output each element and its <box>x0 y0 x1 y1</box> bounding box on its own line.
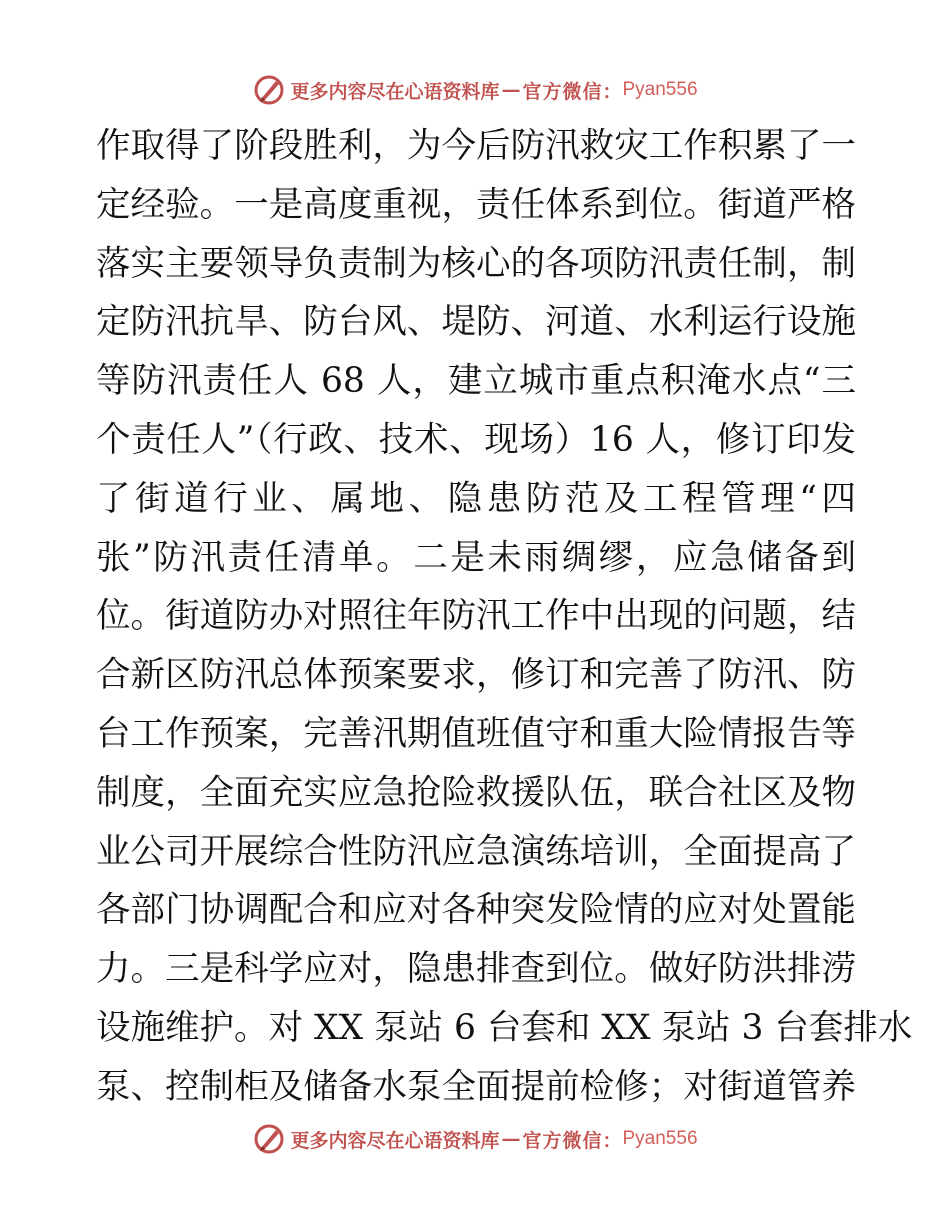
banner-wechat-label: 官方微信： <box>522 1129 623 1152</box>
text-line: 各部门协调配合和应对各种突发险情的应对处置能 <box>96 890 856 931</box>
text-line: 张”防汛责任清单。二是未雨绸缪，应急储备到 <box>96 537 856 578</box>
banner-wechat-id: Pyan556 <box>622 79 698 100</box>
text-line: 制度，全面充实应急抢险救援队伍，联合社区及物 <box>96 772 856 813</box>
text-line: 台工作预案，完善汛期值班值守和重大险情报告等 <box>96 713 856 754</box>
text-line: 落实主要领导负责制为核心的各项防汛责任制，制 <box>96 243 856 284</box>
footer-watermark-banner <box>0 1119 950 1159</box>
banner-wechat-label: 官方微信： <box>522 80 623 103</box>
text-line: 泵、控制柜及储备水泵全面提前检修；对街道管养 <box>96 1066 856 1107</box>
text-line: 定经验。一是高度重视，责任体系到位。街道严格 <box>96 184 856 225</box>
text-line: 力。三是科学应对，隐患排查到位。做好防洪排涝 <box>96 949 856 990</box>
text-line: 作取得了阶段胜利，为今后防汛救灾工作积累了一 <box>96 126 856 166</box>
quill-pen-logo-icon <box>252 1122 286 1156</box>
body-paragraph <box>96 117 913 1117</box>
text-line: 合新区防汛总体预案要求，修订和完善了防汛、防 <box>96 655 856 696</box>
banner-separator: — <box>501 1128 521 1150</box>
banner-wechat-id: Pyan556 <box>622 1128 698 1149</box>
text-line: 了街道行业、属地、隐患防范及工程管理“四 <box>96 478 856 519</box>
text-line: 定防汛抗旱、防台风、堤防、河道、水利运行设施 <box>96 302 856 343</box>
banner-brand-text: 更多内容尽在心语资料库 <box>290 80 500 103</box>
text-line: 设施维护。对 XX 泵站 6 台套和 XX 泵站 3 台套排水 <box>96 1007 913 1048</box>
quill-pen-logo-icon <box>252 73 286 107</box>
banner-brand-text: 更多内容尽在心语资料库 <box>290 1129 500 1152</box>
text-line: 位。街道防办对照往年防汛工作中出现的问题，结 <box>96 596 856 637</box>
banner-separator: — <box>501 79 521 101</box>
text-line: 个责任人”（行政、技术、现场）16 人，修订印发 <box>96 419 856 460</box>
text-line: 业公司开展综合性防汛应急演练培训，全面提高了 <box>96 831 856 872</box>
text-line: 等防汛责任人 68 人，建立城市重点积淹水点“三 <box>96 361 856 402</box>
header-watermark-banner <box>0 70 950 110</box>
